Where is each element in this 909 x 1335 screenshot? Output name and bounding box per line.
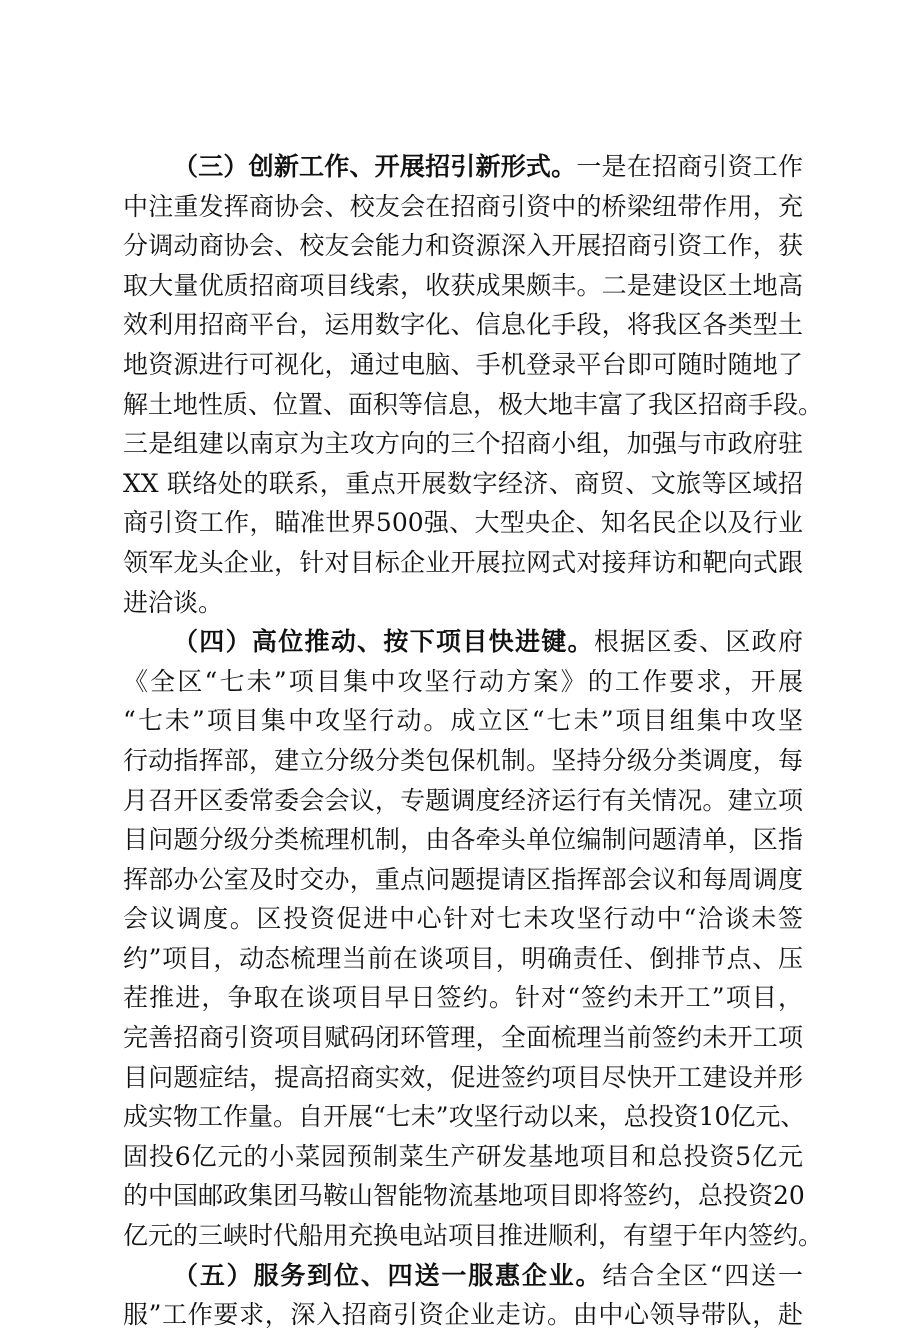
paragraph-text: 一是在招商引资工作 — [576, 152, 803, 181]
paragraph-line: 取大量优质招商项目线索，收获成果颇丰。二是建设区土地高 — [123, 270, 803, 300]
paragraph-line: 成实物工作量。自开展“七未”攻坚行动以来，总投资10亿元、 — [123, 1102, 806, 1132]
paragraph-line: 挥部办公室及时交办，重点问题提请区指挥部会议和每周调度 — [123, 864, 803, 894]
paragraph-line: XX 联络处的联系，重点开展数字经济、商贸、文旅等区域招 — [123, 468, 803, 498]
section-heading: （四）高位推动、按下项目快进键。 — [173, 627, 594, 657]
paragraph-line: 会议调度。区投资促进中心针对七未攻坚行动中“洽谈未签 — [123, 904, 803, 934]
paragraph-line: 商引资工作，瞄准世界500强、大型央企、知名民企以及行业 — [123, 508, 803, 538]
paragraph-line: 解土地性质、位置、面积等信息，极大地丰富了我区招商手段。 — [123, 389, 824, 419]
section-heading: （五）服务到位、四送一服惠企业。 — [173, 1260, 603, 1290]
section-heading: （三）创新工作、开展招引新形式。 — [173, 152, 577, 181]
paragraph-line: 目问题分级分类梳理机制，由各牵头单位编制问题清单，区指 — [123, 825, 803, 855]
paragraph-line: 约”项目，动态梳理当前在谈项目，明确责任、倒排节点、压 — [123, 943, 803, 973]
paragraph-line: 分调动商协会、校友会能力和资源深入开展招商引资工作，获 — [123, 231, 803, 261]
paragraph-line: 的中国邮政集团马鞍山智能物流基地项目即将签约，总投资20 — [123, 1181, 805, 1211]
paragraph-line — [123, 147, 803, 187]
paragraph-line: 服”工作要求，深入招商引资企业走访。由中心领导带队，赴 — [123, 1300, 803, 1330]
paragraph-line: 《全区“七未”项目集中攻坚行动方案》的工作要求，开展 — [123, 666, 803, 696]
paragraph-line — [123, 622, 803, 662]
paragraph-line: 三是组建以南京为主攻方向的三个招商小组，加强与市政府驻 — [123, 429, 803, 459]
paragraph-line: 效利用招商平台，运用数字化、信息化手段，将我区各类型土 — [123, 310, 803, 340]
paragraph-line: 目问题症结，提高招商实效，促进签约项目尽快开工建设并形 — [123, 1062, 803, 1092]
paragraph-section-4 — [123, 622, 824, 1256]
paragraph-line: 月召开区委常委会会议，专题调度经济运行有关情况。建立项 — [123, 785, 803, 815]
paragraph-line: 茬推进，争取在谈项目早日签约。针对“签约未开工”项目， — [123, 983, 803, 1013]
paragraph-line: 亿元的三峡时代船用充换电站项目推进顺利，有望于年内签约。 — [123, 1221, 824, 1251]
paragraph-section-3 — [123, 147, 824, 622]
paragraph-text: 结合全区“四送一 — [602, 1260, 803, 1290]
paragraph-section-5 — [123, 1256, 803, 1335]
paragraph-text: 根据区委、区政府 — [593, 627, 803, 657]
paragraph-line: 地资源进行可视化，通过电脑、手机登录平台即可随时随地了 — [123, 349, 803, 379]
paragraph-line: “七未”项目集中攻坚行动。成立区“七未”项目组集中攻坚 — [123, 706, 803, 736]
paragraph-line: 行动指挥部，建立分级分类包保机制。坚持分级分类调度，每 — [123, 745, 803, 775]
paragraph-line: 固投6亿元的小菜园预制菜生产研发基地项目和总投资5亿元 — [123, 1141, 803, 1171]
document-body — [123, 147, 824, 1335]
paragraph-line — [123, 1256, 803, 1296]
paragraph-line: 进洽谈。 — [123, 587, 224, 617]
paragraph-line: 中注重发挥商协会、校友会在招商引资中的桥梁纽带作用，充 — [123, 191, 803, 221]
paragraph-line: 领军龙头企业，针对目标企业开展拉网式对接拜访和靶向式跟 — [123, 547, 803, 577]
paragraph-line: 完善招商引资项目赋码闭环管理，全面梳理当前签约未开工项 — [123, 1023, 803, 1053]
